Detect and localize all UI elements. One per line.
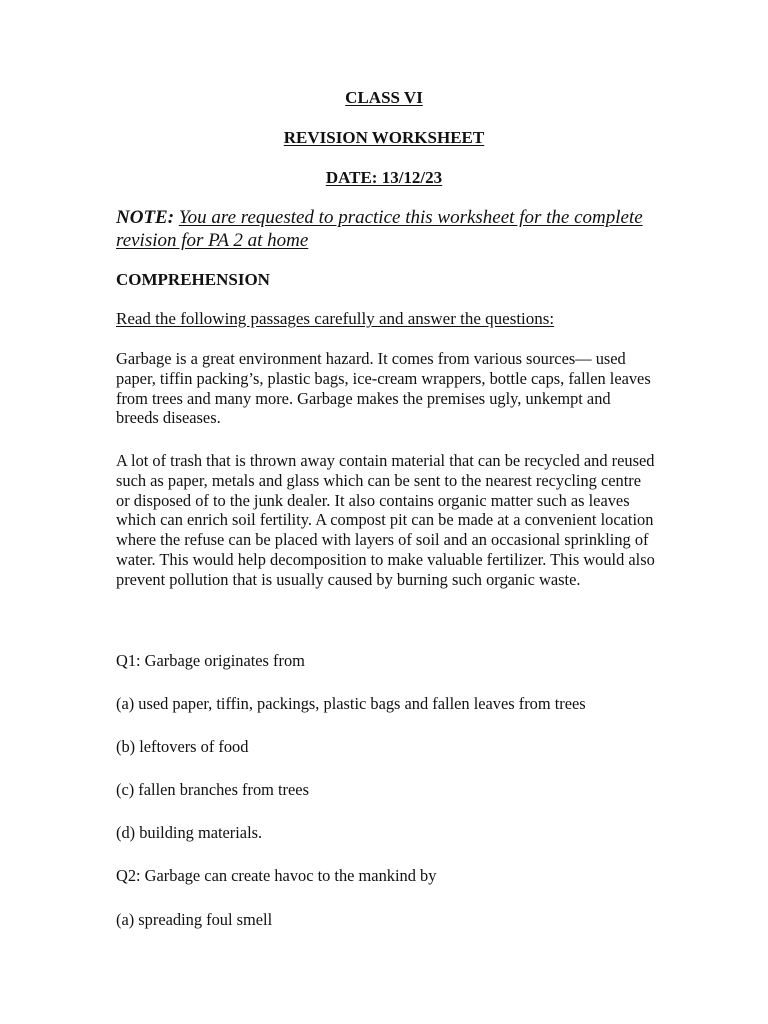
question-1-option-b: (b) leftovers of food xyxy=(116,737,249,756)
question-1: Q1: Garbage originates from xyxy=(116,651,305,670)
question-2: Q2: Garbage can create havoc to the mankind by xyxy=(116,866,437,885)
passage-1: Garbage is a great environment hazard. It comes from various sources— used paper, tiffin packing’s, plastic bags, ice-cream wrappers, bottle caps, fallen leaves from trees and many more. Garbage makes the premises ugly, unkempt and breeds diseases. xyxy=(116,349,651,428)
section-title: COMPREHENSION xyxy=(116,270,270,289)
question-1-option-d: (d) building materials. xyxy=(116,823,263,842)
date-heading: DATE: 13/12/23 xyxy=(325,168,443,187)
instruction-text: Read the following passages carefully and answer the questions: xyxy=(116,309,555,328)
note-label: NOTE: xyxy=(116,207,175,228)
note-text: You are requested to practice this worksheet for the complete revision for PA 2 at home xyxy=(116,207,643,251)
question-2-option-a: (a) spreading foul smell xyxy=(116,910,273,929)
question-1-option-a: (a) used paper, tiffin, packings, plastic bags and fallen leaves from trees xyxy=(116,694,586,713)
worksheet-title: REVISION WORKSHEET xyxy=(283,128,485,147)
note-paragraph xyxy=(116,206,676,252)
class-heading: CLASS VI xyxy=(345,88,423,107)
passage-2: A lot of trash that is thrown away contain material that can be recycled and reused such as paper, metals and glass which can be sent to the nearest recycling centre or disposed of to the junk dealer. It also contains organic matter such as leaves which can enrich soil fertility. A compost pit can be made at a convenient location where the refuse can be placed with layers of soil and an occasional sprinkling of water. This would help decomposition to make valuable fertilizer. This would also prevent pollution that is usually caused by burning such organic waste. xyxy=(116,451,655,589)
question-1-option-c: (c) fallen branches from trees xyxy=(116,780,309,799)
